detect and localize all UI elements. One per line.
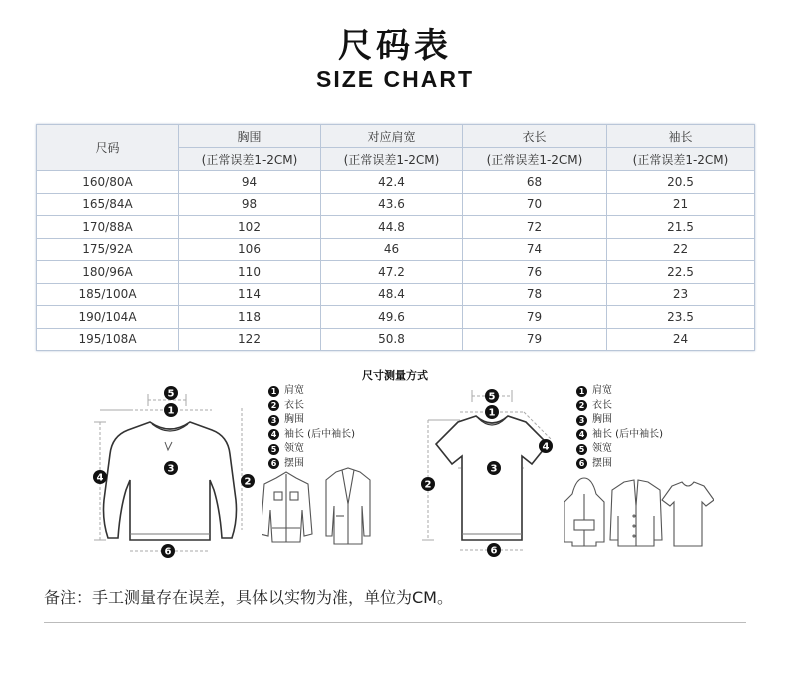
marker-3 <box>487 461 501 475</box>
table-cell-chest: 118 <box>179 306 321 329</box>
table-subheader-tolerance: (正常误差1-2CM) <box>179 148 321 171</box>
bottom-divider <box>44 622 746 623</box>
legend-item: 2 衣长 <box>268 399 355 414</box>
casual-illustration <box>564 476 714 548</box>
table-cell-size: 180/96A <box>37 261 179 284</box>
hoodie-icon <box>564 478 604 546</box>
legend-item: 6 摆围 <box>268 457 355 472</box>
table-cell-chest: 102 <box>179 216 321 239</box>
table-cell-sleeve: 21 <box>607 193 755 216</box>
legend-item: 3 胸围 <box>576 413 663 428</box>
table-cell-shoulder: 47.2 <box>321 261 463 284</box>
measurement-title: 尺寸测量方式 <box>362 369 428 382</box>
legend-item: 2 衣长 <box>576 399 663 414</box>
svg-text:4: 4 <box>542 441 550 453</box>
page-title-cn: 尺码表 <box>338 26 452 66</box>
table-cell-length: 74 <box>463 238 607 261</box>
table-header-chest: 胸围 <box>179 125 321 148</box>
table-cell-length: 79 <box>463 328 607 351</box>
marker-6 <box>161 544 175 558</box>
svg-text:6: 6 <box>490 545 498 557</box>
svg-text:1: 1 <box>167 405 175 417</box>
legend-item: 3 胸围 <box>268 413 355 428</box>
sweatshirt-outline <box>104 422 237 540</box>
table-row <box>37 283 755 306</box>
table-cell-chest: 106 <box>179 238 321 261</box>
table-cell-length: 78 <box>463 283 607 306</box>
legend-item: 1 肩宽 <box>268 384 355 399</box>
svg-text:5: 5 <box>488 391 496 403</box>
marker-5 <box>164 386 178 400</box>
table-subheader-tolerance: (正常误差1-2CM) <box>463 148 607 171</box>
table-row <box>37 328 755 351</box>
table-cell-shoulder: 44.8 <box>321 216 463 239</box>
table-header-shoulder: 对应肩宽 <box>321 125 463 148</box>
table-cell-size: 170/88A <box>37 216 179 239</box>
svg-text:1: 1 <box>488 407 496 419</box>
table-cell-chest: 114 <box>179 283 321 306</box>
table-cell-length: 68 <box>463 171 607 194</box>
table-header-row <box>37 125 755 148</box>
legend-item: 4 袖长 (后中袖长) <box>268 428 355 443</box>
table-cell-size: 195/108A <box>37 328 179 351</box>
table-cell-length: 79 <box>463 306 607 329</box>
table-cell-size: 160/80A <box>37 171 179 194</box>
table-cell-sleeve: 23 <box>607 283 755 306</box>
table-cell-shoulder: 49.6 <box>321 306 463 329</box>
table-cell-size: 175/92A <box>37 238 179 261</box>
table-cell-shoulder: 50.8 <box>321 328 463 351</box>
marker-2 <box>421 477 435 491</box>
jackets-illustration <box>262 464 372 546</box>
legend-item: 6 摆围 <box>576 457 663 472</box>
table-cell-size: 190/104A <box>37 306 179 329</box>
marker-4 <box>93 470 107 484</box>
table-cell-sleeve: 21.5 <box>607 216 755 239</box>
blazer-icon <box>326 468 370 544</box>
page-title-en: SIZE CHART <box>316 66 474 92</box>
table-cell-length: 70 <box>463 193 607 216</box>
svg-text:4: 4 <box>96 472 104 484</box>
table-row <box>37 216 755 239</box>
legend-item: 5 领宽 <box>268 442 355 457</box>
table-cell-shoulder: 42.4 <box>321 171 463 194</box>
longsleeve-diagram <box>90 380 270 560</box>
table-subheader-tolerance: (正常误差1-2CM) <box>321 148 463 171</box>
tee-icon <box>662 482 714 546</box>
right-legend <box>576 384 663 471</box>
table-cell-size: 185/100A <box>37 283 179 306</box>
svg-text:5: 5 <box>167 388 175 400</box>
table-header-length: 衣长 <box>463 125 607 148</box>
marker-4 <box>539 439 553 453</box>
left-legend <box>268 384 355 471</box>
table-cell-length: 76 <box>463 261 607 284</box>
marker-6 <box>487 543 501 557</box>
tshirt-diagram <box>414 380 564 560</box>
marker-2 <box>241 474 255 488</box>
svg-text:3: 3 <box>167 463 175 475</box>
table-cell-chest: 94 <box>179 171 321 194</box>
table-header-size: 尺码 <box>37 125 179 171</box>
footnote: 备注：手工测量存在误差，具体以实物为准，单位为CM。 <box>44 588 453 607</box>
table-row <box>37 171 755 194</box>
marker-5 <box>485 389 499 403</box>
table-subheader-tolerance: (正常误差1-2CM) <box>607 148 755 171</box>
table-cell-sleeve: 20.5 <box>607 171 755 194</box>
legend-item: 1 肩宽 <box>576 384 663 399</box>
table-cell-sleeve: 24 <box>607 328 755 351</box>
cardigan-icon <box>610 480 662 546</box>
table-cell-sleeve: 22 <box>607 238 755 261</box>
tshirt-outline <box>436 416 548 540</box>
table-cell-chest: 122 <box>179 328 321 351</box>
table-cell-sleeve: 22.5 <box>607 261 755 284</box>
table-cell-shoulder: 46 <box>321 238 463 261</box>
marker-1 <box>164 403 178 417</box>
legend-item: 5 领宽 <box>576 442 663 457</box>
size-table <box>36 124 755 351</box>
table-cell-chest: 98 <box>179 193 321 216</box>
table-row <box>37 238 755 261</box>
table-header-sleeve: 袖长 <box>607 125 755 148</box>
table-cell-size: 165/84A <box>37 193 179 216</box>
denim-jacket-icon <box>262 472 312 542</box>
table-cell-chest: 110 <box>179 261 321 284</box>
table-row <box>37 261 755 284</box>
marker-3 <box>164 461 178 475</box>
table-cell-length: 72 <box>463 216 607 239</box>
table-cell-sleeve: 23.5 <box>607 306 755 329</box>
table-row <box>37 306 755 329</box>
svg-text:6: 6 <box>164 546 172 558</box>
table-row <box>37 193 755 216</box>
table-cell-shoulder: 48.4 <box>321 283 463 306</box>
table-cell-shoulder: 43.6 <box>321 193 463 216</box>
marker-1 <box>485 405 499 419</box>
svg-text:2: 2 <box>424 479 432 491</box>
svg-text:3: 3 <box>490 463 498 475</box>
svg-text:2: 2 <box>244 476 252 488</box>
legend-item: 4 袖长 (后中袖长) <box>576 428 663 443</box>
